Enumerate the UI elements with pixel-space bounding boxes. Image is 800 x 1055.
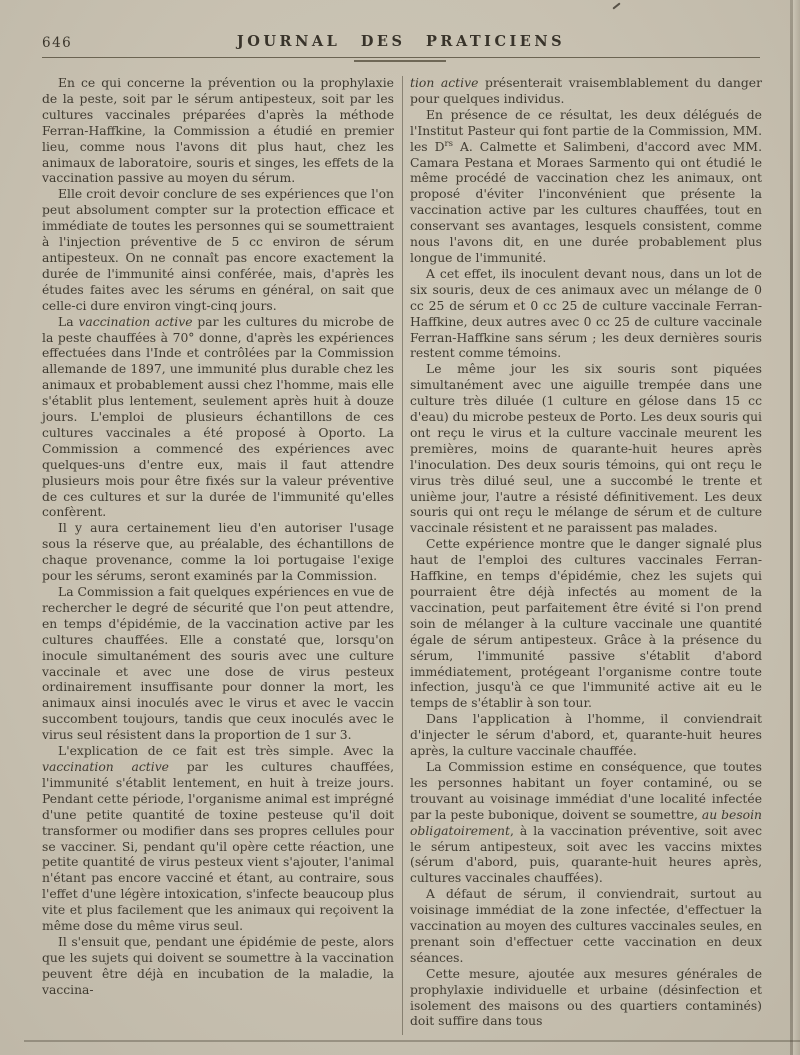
- right-column: [410, 76, 762, 1035]
- paragraph: La Commission estime en conséquence, que toutes les personnes habitant un foyer contaminé, ou se trouvant au voisinage immédiat d'une localité infectée par la peste bubonique, doivent se soumettre, au besoin obligatoirement, à la vaccination préventive, soit avec le sérum antipesteux, soit avec les vaccins mixtes (sérum d'abord, puis, quarante-huit heures après, cultures vaccinales chauffées).: [410, 759, 762, 886]
- paragraph: Il s'ensuit que, pendant une épidémie de peste, alors que les sujets qui doivent se soumettre à la vaccination peuvent être déjà en incubation de la maladie, la vaccina-: [42, 934, 394, 997]
- header-rule: [42, 57, 760, 58]
- paragraph: tion active présenterait vraisemblablement du danger pour quelques individus.: [410, 76, 762, 106]
- paragraph: Dans l'application à l'homme, il conviendrait d'injecter le sérum d'abord, et, quarante-huit heures après, la culture vaccinale chauffée.: [410, 712, 762, 759]
- left-column: [42, 76, 394, 1035]
- page-header: [42, 33, 760, 53]
- paragraph: A défaut de sérum, il conviendrait, surtout au voisinage immédiat de la zone infectée, d'effectuer la vaccination au moyen des cultures vaccinales seules, en prenant soin d'effectuer cette vaccination en deux séances.: [410, 887, 763, 965]
- paragraph: A cet effet, ils inoculent devant nous, dans un lot de six souris, deux de ces animaux avec un mélange de 0 cc 25 de sérum et 0 cc 25 de culture vaccinale Ferran-Haffkine, deux autres avec 0 cc 25 de culture vaccinale Ferran-Haffkine sans sérum ; les deux dernières souris restent comme témoins.: [410, 266, 762, 361]
- paragraph: Elle croit devoir conclure de ses expériences que l'on peut absolument compter sur la protection efficace et immédiate de toutes les personnes qui se soumettraient à l'injection préventive de 5 cc environ de sérum antipesteux. On ne connaît pas encore exactement la durée de l'immunité ainsi conférée, mais, d'après les études faites avec les sérums en général, on sait que celle-ci dure environ vingt-cinq jours.: [42, 187, 394, 313]
- paragraph: En présence de ce résultat, les deux délégués de l'Institut Pasteur qui font partie de la Commission, MM. les $D^{rs}$ A. Calmette et Salimbeni, d'accord avec MM. Camara Pestana et Moraes Sarmento qui ont étudié le même procédé de vaccination chez les animaux, ont proposé d'éviter l'inconvénient que présente la vaccination active par les cultures chauffées, tout en conservant ses avantages, lesquels consistent, comme nous l'avons dit, en une durée probablement plus longue de l'immunité.: [410, 107, 762, 265]
- article-body: [42, 76, 762, 1035]
- paragraph: La Commission a fait quelques expériences en vue de rechercher le degré de sécurité que l'on peut attendre, en temps d'épidémie, de la vaccination active par les cultures chauffées. Elle a constaté que, lorsqu'on inocule simultanément des souris avec une culture vaccinale et avec une dose de virus pesteux ordinairement insuffisante pour donner la mort, les animaux ainsi inoculés avec le virus et avec le vaccin succombent toujours, tandis que ceux inoculés avec le virus seul résistent dans la proportion de 1 sur 3.: [42, 585, 394, 743]
- journal-title: JOURNAL DES PRATICIENS: [236, 33, 566, 50]
- paragraph: La vaccination active par les cultures du microbe de la peste chauffées à 70° donne, d'après les expériences effectuées dans l'Inde et contrôlées par la Commission allemande de 1897, une immunité plus durable chez les animaux et probablement aussi chez l'homme, mais elle s'établit plus lentement, seulement après huit à douze jours. L'emploi de plusieurs échantillons de ces cultures vaccinales a été proposé à Oporto. La Commission a commencé des expériences avec quelques-uns d'entre eux, mais il faut attendre plusieurs mois pour être fixés sur la valeur préventive de ces cultures et sur la durée de l'immunité qu'elles confèrent.: [42, 314, 395, 520]
- page-number: 646: [42, 35, 73, 51]
- scan-edge-right-margin: [793, 0, 800, 1055]
- paragraph: Cette expérience montre que le danger signalé plus haut de l'emploi des cultures vaccinales Ferran-Haffkine, en temps d'épidémie, chez les sujets qui pourraient être déjà infectés au moment de la vaccination, peut parfaitement être évité si l'on prend soin de mélanger à la culture vaccinale une quantité égale de sérum antipesteux. Grâce à la présence du sérum, l'immunité passive s'établit d'abord immédiatement, protégeant l'organisme contre toute infection, jusqu'à ce que l'immunité active ait eu le temps de s'établir à son tour.: [410, 537, 762, 711]
- scan-edge-right-line: [790, 0, 793, 1055]
- scan-edge-bottom-line: [24, 1040, 800, 1042]
- scan-artifact-mark: [612, 2, 620, 9]
- paragraph: L'explication de ce fait est très simple. Avec la vaccination active par les cultures chauffées, l'immunité s'établit lentement, en huit à treize jours. Pendant cette période, l'organisme animal est imprégné d'une petite quantité de toxine pesteuse qu'il doit transformer ou modifier dans ses propres cellules pour se vacciner. Si, pendant qu'il opère cette réaction, une petite quantité de virus pesteux vient s'ajouter, l'animal n'étant pas encore vacciné et étant, au contraire, sous l'effet d'une légère intoxication, s'infecte beaucoup plus vite et plus facilement que les animaux qui reçoivent la même dose du même virus seul.: [42, 744, 394, 934]
- column-divider: [402, 76, 403, 1035]
- paragraph: En ce qui concerne la prévention ou la prophylaxie de la peste, soit par le sérum antipesteux, soit par les cultures vaccinales préparées d'après la méthode Ferran-Haffkine, la Commission a étudié en premier lieu, comme nous l'avons dit plus haut, chez les animaux de laboratoire, souris et singes, les effets de la vaccination passive au moyen du sérum.: [42, 76, 394, 186]
- paragraph: Le même jour les six souris sont piquées simultanément avec une aiguille trempée dans une culture très diluée (1 culture en gélose dans 15 cc d'eau) du microbe pesteux de Porto. Les deux souris qui ont reçu le virus et la culture vaccinale meurent les premières, moins de quarante-huit heures après l'inoculation. Des deux souris témoins, qui ont reçu le virus très dilué seul, une a succombé le trente et unième jour, l'autre a résisté définitivement. Les deux souris qui ont reçu le mélange de sérum et de culture vaccinale résistent et ne paraissent pas malades.: [410, 362, 762, 536]
- paragraph: Cette mesure, ajoutée aux mesures générales de prophylaxie individuelle et urbaine (désinfection et isolement des maisons ou des quartiers contaminés) doit suffire dans tous: [410, 966, 762, 1029]
- header-rule-accent: [354, 60, 446, 62]
- paragraph: Il y aura certainement lieu d'en autoriser l'usage sous la réserve que, au préalable, des échantillons de chaque provenance, comme la loi portugaise l'exige pour les sérums, seront examinés par la Commission.: [42, 521, 394, 584]
